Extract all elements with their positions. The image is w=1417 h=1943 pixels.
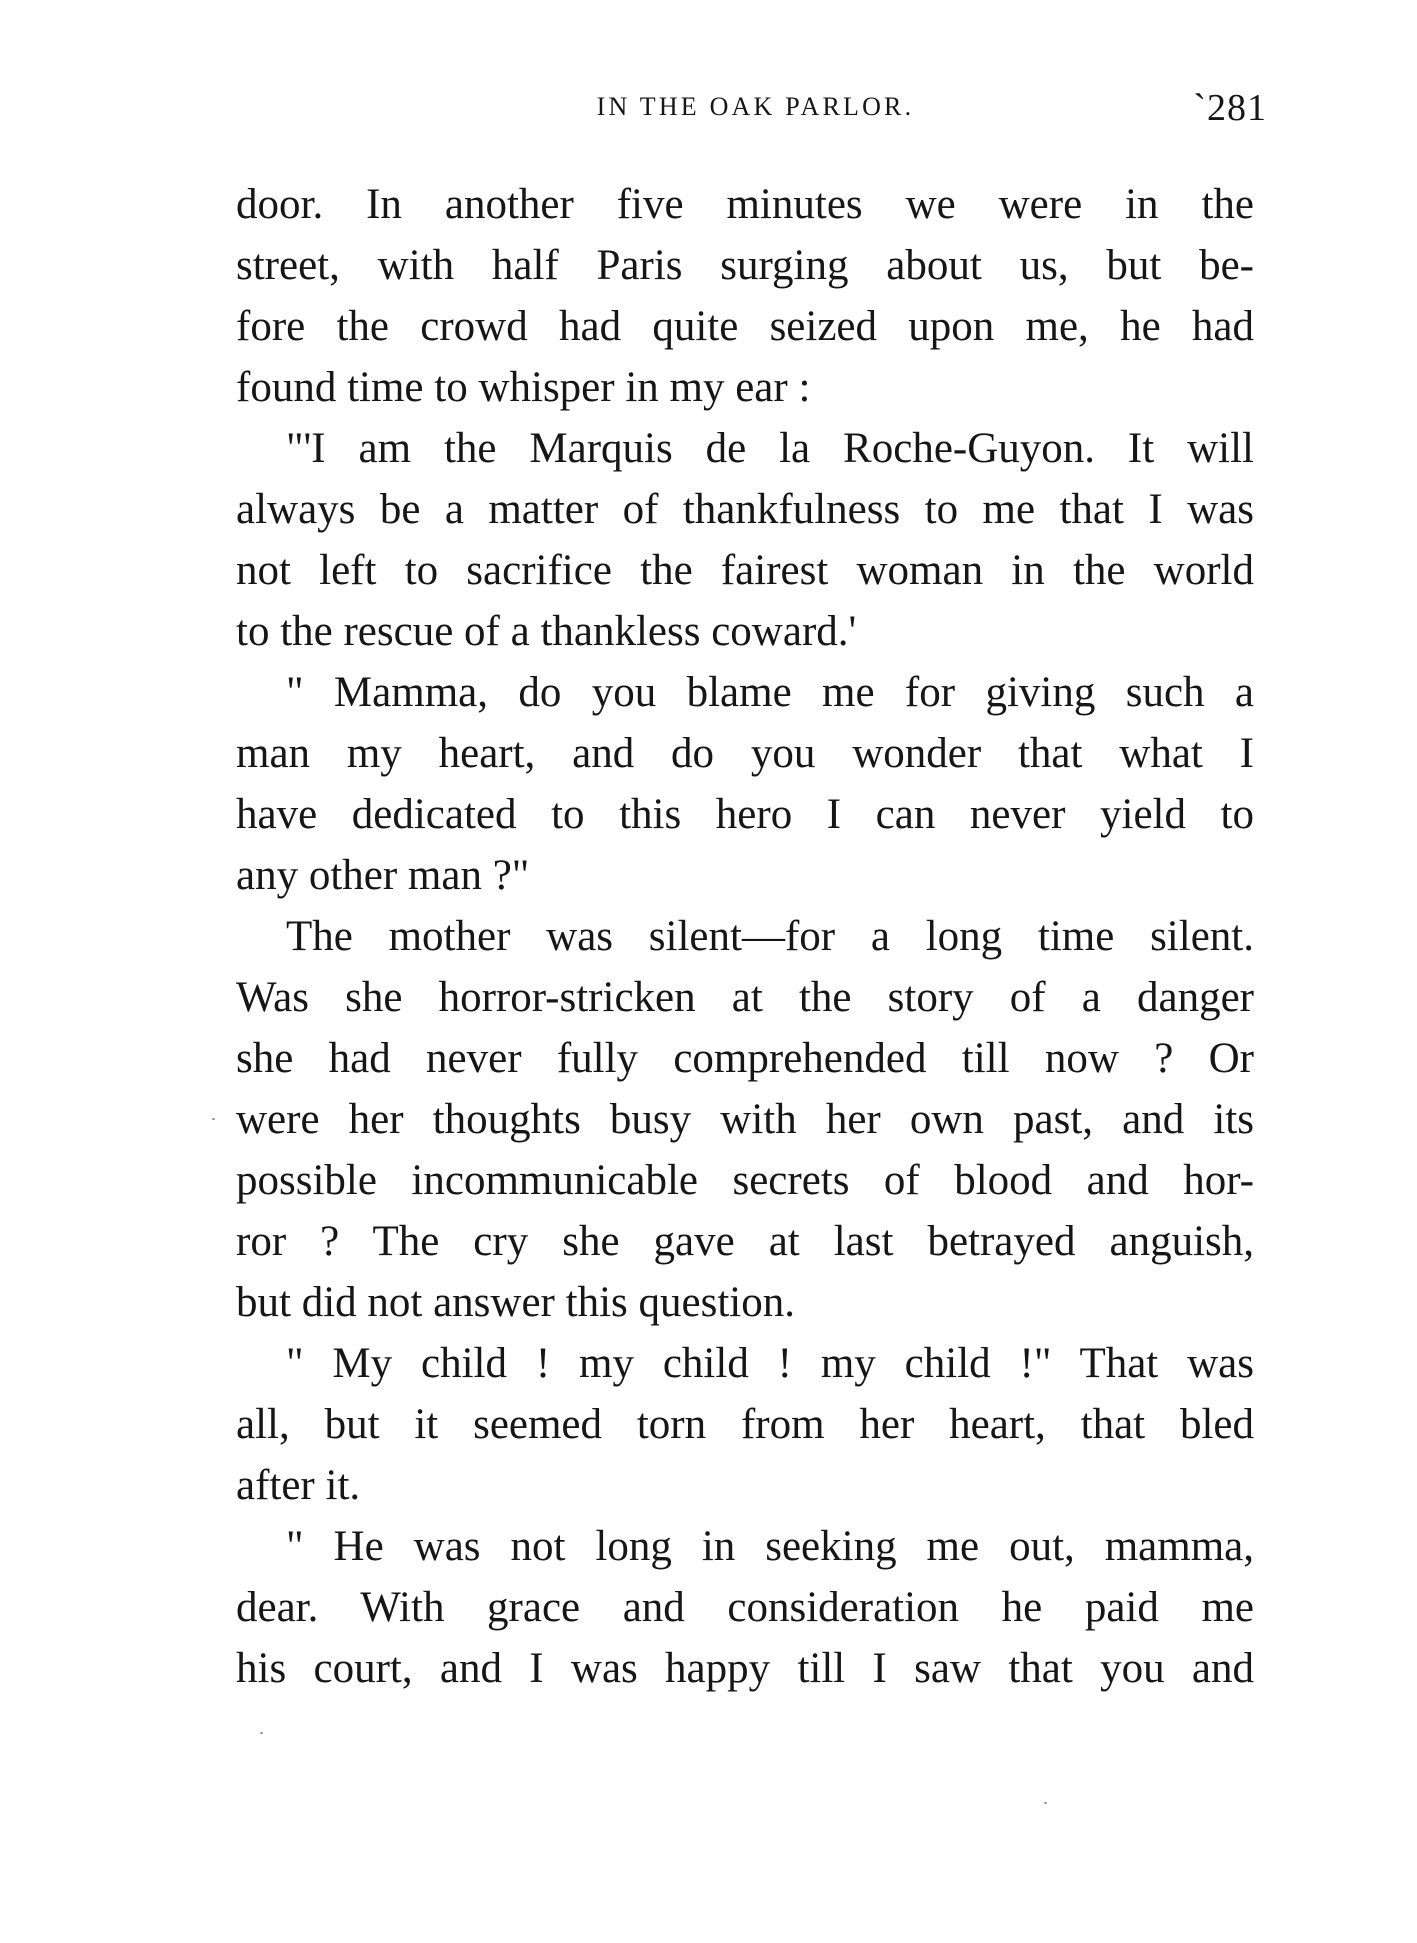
text-line: fore the crowd had quite seized upon me, he had <box>236 303 1254 350</box>
text-line: found time to whisper in my ear : <box>236 364 811 411</box>
text-line: she had never fully comprehended till now ? Or <box>236 1035 1254 1082</box>
text-line: Was she horror-stricken at the story of a danger <box>236 974 1254 1021</box>
paper-speck <box>260 1732 263 1734</box>
text-line: all, but it seemed torn from her heart, that bled <box>236 1401 1254 1448</box>
page-header <box>238 87 1273 132</box>
running-title: IN THE OAK PARLOR. <box>596 92 915 121</box>
text-line: dear. With grace and consideration he paid me <box>236 1584 1254 1631</box>
paper-speck <box>212 1118 215 1120</box>
text-line: were her thoughts busy with her own past, and its <box>236 1096 1254 1143</box>
text-line: possible incommunicable secrets of blood and hor- <box>236 1157 1254 1204</box>
body-text <box>236 174 1254 1699</box>
text-line: always be a matter of thankfulness to me that I was <box>236 486 1254 533</box>
text-line: street, with half Paris surging about us, but be- <box>236 242 1254 289</box>
text-line: not left to sacrifice the fairest woman in the world <box>236 547 1254 594</box>
text-line: door. In another five minutes we were in the <box>236 181 1254 228</box>
text-line: "'I am the Marquis de la Roche-Guyon. It will <box>286 425 1254 472</box>
text-line: to the rescue of a thankless coward.' <box>236 608 857 655</box>
text-line: " My child ! my child ! my child !" That was <box>286 1340 1254 1387</box>
text-line: " He was not long in seeking me out, mamma, <box>286 1523 1254 1570</box>
text-line: " Mamma, do you blame me for giving such a <box>286 669 1254 716</box>
text-line: his court, and I was happy till I saw that you and <box>236 1645 1254 1692</box>
text-line: The mother was silent—for a long time silent. <box>286 913 1254 960</box>
text-line: after it. <box>236 1462 361 1509</box>
paper-speck <box>1044 1802 1047 1804</box>
text-line: but did not answer this question. <box>236 1279 795 1326</box>
text-line: man my heart, and do you wonder that what I <box>236 730 1254 777</box>
text-line: ror ? The cry she gave at last betrayed anguish, <box>236 1218 1254 1265</box>
text-line: have dedicated to this hero I can never yield to <box>236 791 1254 838</box>
page-number: `281 <box>1193 87 1267 129</box>
text-line: any other man ?" <box>236 852 530 899</box>
